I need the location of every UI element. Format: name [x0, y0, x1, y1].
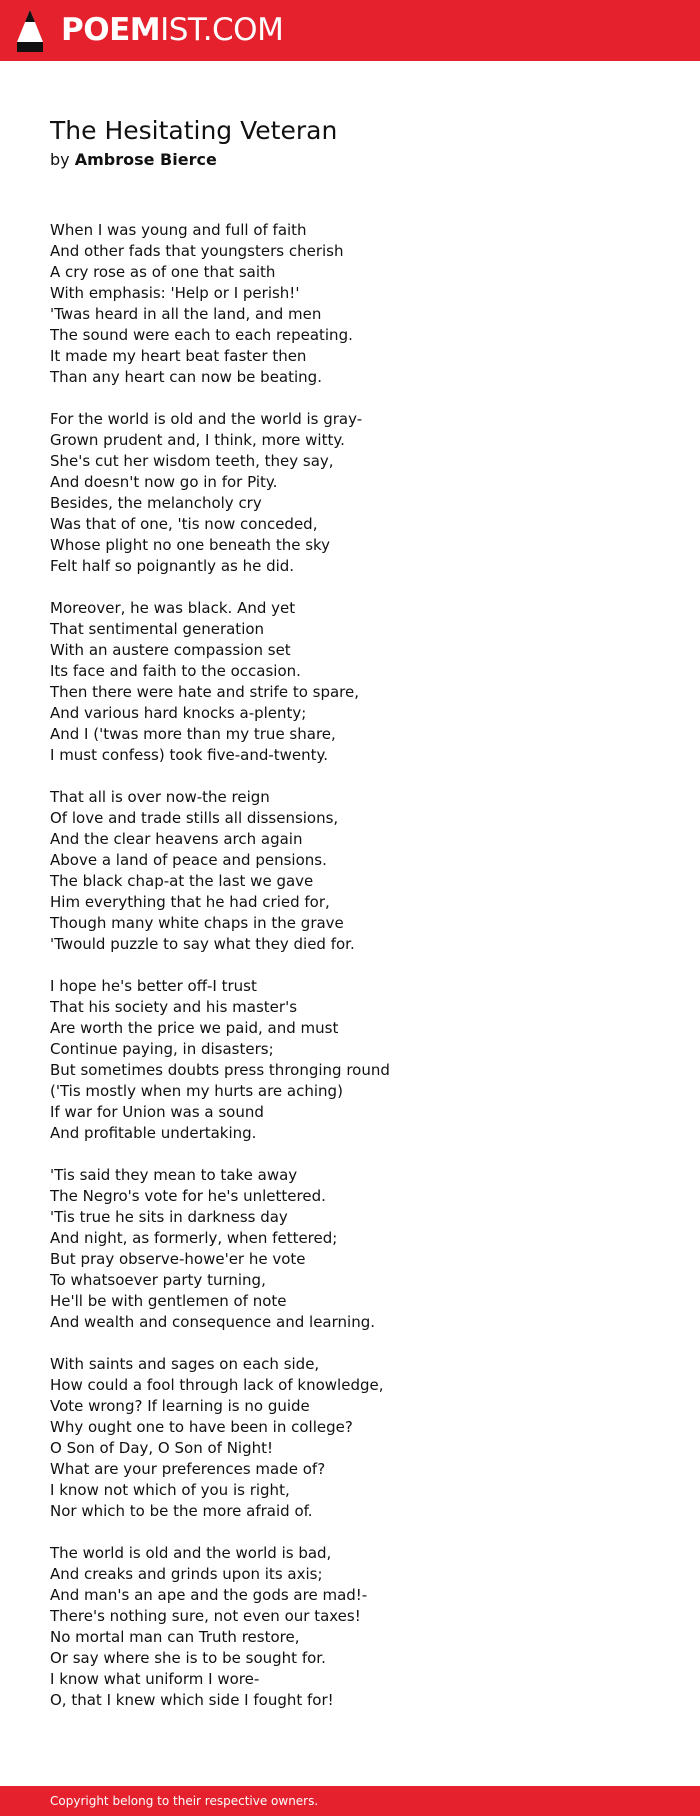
poem-line: Though many white chaps in the grave	[50, 914, 344, 932]
poem-line: The world is old and the world is bad,	[50, 1544, 332, 1562]
poem-line: The sound were each to each repeating.	[50, 326, 353, 344]
poem-line: Its face and faith to the occasion.	[50, 662, 301, 680]
poem-title: The Hesitating Veteran	[50, 116, 338, 145]
poem-line: Continue paying, in disasters;	[50, 1040, 274, 1058]
poem-stanza	[50, 1165, 650, 1333]
poem-line: I know not which of you is right,	[50, 1481, 290, 1499]
copyright-text: Copyright belong to their respective owners.	[50, 1794, 319, 1808]
poem-line: Besides, the melancholy cry	[50, 494, 262, 512]
poem-line: Was that of one, 'tis now conceded,	[50, 515, 318, 533]
poem-line: Or say where she is to be sought for.	[50, 1649, 326, 1667]
poem-line: Nor which to be the more afraid of.	[50, 1502, 313, 1520]
poem-line: That sentimental generation	[50, 620, 265, 638]
poem-line: Than any heart can now be beating.	[50, 368, 322, 386]
poem-byline	[50, 148, 650, 172]
by-label: by	[50, 150, 70, 169]
poem-body	[50, 220, 650, 1711]
poem-line: No mortal man can Truth restore,	[50, 1628, 300, 1646]
poem-author: Ambrose Bierce	[74, 150, 217, 169]
poem-line: Are worth the price we paid, and must	[50, 1019, 339, 1037]
poem-stanza	[50, 409, 650, 577]
poem-line: The Negro's vote for he's unlettered.	[50, 1187, 326, 1205]
poem-line: I know what uniform I wore-	[50, 1670, 260, 1688]
poem-line: 'Twould puzzle to say what they died for.	[50, 935, 355, 953]
poem-line: And night, as formerly, when fettered;	[50, 1229, 338, 1247]
poem-line: To whatsoever party turning,	[50, 1271, 266, 1289]
poem-line: Him everything that he had cried for,	[50, 893, 330, 911]
poem-line: With emphasis: 'Help or I perish!'	[50, 284, 300, 302]
poem-line: And creaks and grinds upon its axis;	[50, 1565, 323, 1583]
poem-line: I hope he's better off-I trust	[50, 977, 257, 995]
poem-line: Why ought one to have been in college?	[50, 1418, 353, 1436]
poem-line: But sometimes doubts press thronging round	[50, 1061, 390, 1079]
poem-line: What are your preferences made of?	[50, 1460, 326, 1478]
poem-line: With an austere compassion set	[50, 641, 291, 659]
poem-line: And other fads that youngsters cherish	[50, 242, 344, 260]
logo-bold-text: POEM	[61, 12, 161, 48]
poem-line: How could a fool through lack of knowledge,	[50, 1376, 384, 1394]
poem-line: ('Tis mostly when my hurts are aching)	[50, 1082, 343, 1100]
poem-line: She's cut her wisdom teeth, they say,	[50, 452, 334, 470]
poem-content	[50, 114, 650, 1732]
poem-line: And man's an ape and the gods are mad!-	[50, 1586, 368, 1604]
poem-line: There's nothing sure, not even our taxes!	[50, 1607, 361, 1625]
poem-line: Grown prudent and, I think, more witty.	[50, 431, 345, 449]
poem-line: Then there were hate and strife to spare,	[50, 683, 360, 701]
poem-line: O, that I knew which side I fought for!	[50, 1691, 334, 1709]
poem-stanza	[50, 976, 650, 1144]
logo-light-text: IST.COM	[160, 12, 284, 48]
poem-line: And various hard knocks a-plenty;	[50, 704, 307, 722]
poem-line: But pray observe-howe'er he vote	[50, 1250, 306, 1268]
poem-line: For the world is old and the world is gray-	[50, 410, 363, 428]
site-footer	[0, 1786, 700, 1816]
poem-line: With saints and sages on each side,	[50, 1355, 320, 1373]
poem-line: O Son of Day, O Son of Night!	[50, 1439, 274, 1457]
poem-line: Whose plight no one beneath the sky	[50, 536, 331, 554]
pencil-logo-icon[interactable]	[17, 10, 43, 52]
poem-line: 'Tis true he sits in darkness day	[50, 1208, 288, 1226]
poem-line: If war for Union was a sound	[50, 1103, 264, 1121]
poem-stanza	[50, 598, 650, 766]
poem-line: The black chap-at the last we gave	[50, 872, 314, 890]
poem-line: And doesn't now go in for Pity.	[50, 473, 278, 491]
poem-line: And profitable undertaking.	[50, 1124, 257, 1142]
poem-stanza	[50, 787, 650, 955]
poem-line: Felt half so poignantly as he did.	[50, 557, 295, 575]
poem-line: 'Tis said they mean to take away	[50, 1166, 298, 1184]
poem-stanza	[50, 220, 650, 388]
poem-line: And wealth and consequence and learning.	[50, 1313, 375, 1331]
poem-line: Of love and trade stills all dissensions,	[50, 809, 339, 827]
poem-stanza	[50, 1354, 650, 1522]
site-header	[0, 0, 700, 61]
poem-line: 'Twas heard in all the land, and men	[50, 305, 322, 323]
poem-stanza	[50, 1543, 650, 1711]
poem-line: Above a land of peace and pensions.	[50, 851, 327, 869]
poem-line: It made my heart beat faster then	[50, 347, 307, 365]
poem-line: And I ('twas more than my true share,	[50, 725, 336, 743]
poem-line: Moreover, he was black. And yet	[50, 599, 296, 617]
site-logo[interactable]	[61, 11, 283, 49]
poem-line: When I was young and full of faith	[50, 221, 307, 239]
poem-line: That his society and his master's	[50, 998, 298, 1016]
poem-line: He'll be with gentlemen of note	[50, 1292, 287, 1310]
poem-line: Vote wrong? If learning is no guide	[50, 1397, 310, 1415]
poem-line: I must confess) took five-and-twenty.	[50, 746, 329, 764]
poem-line: And the clear heavens arch again	[50, 830, 303, 848]
poem-line: A cry rose as of one that saith	[50, 263, 276, 281]
poem-line: That all is over now-the reign	[50, 788, 270, 806]
